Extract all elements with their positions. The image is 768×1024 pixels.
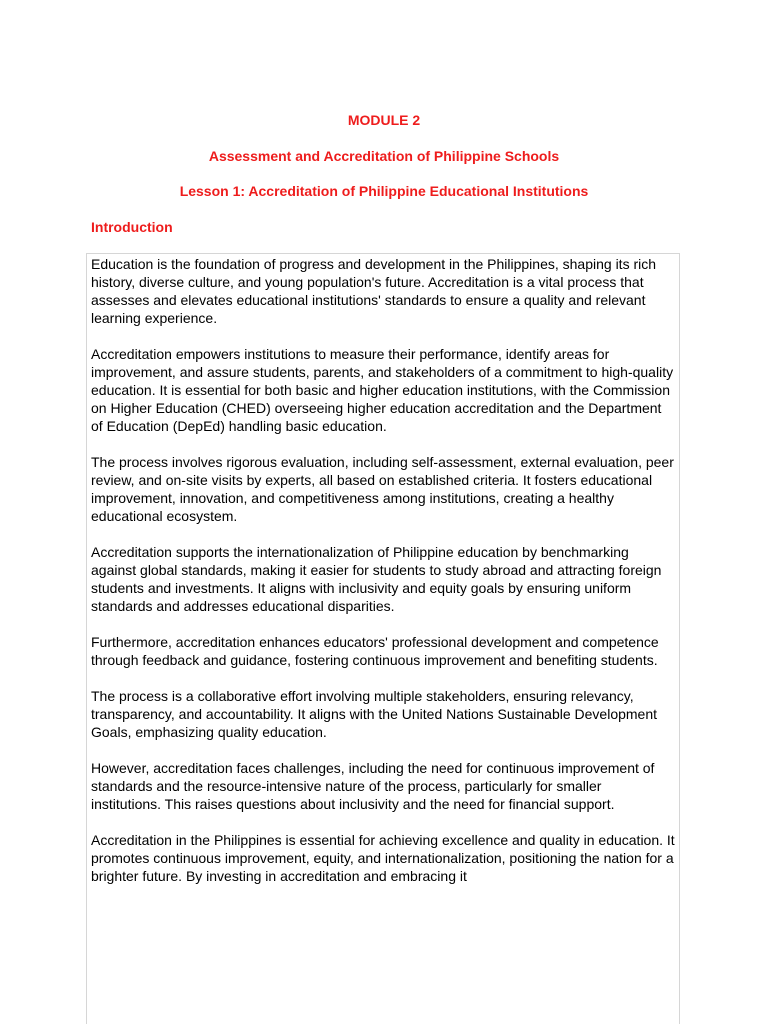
module-title: MODULE 2 [347,112,421,128]
lesson-title: Lesson 1: Accreditation of Philippine Educational Institutions [179,183,589,199]
paragraph: Education is the foundation of progress and development in the Philippines, shaping its rich history, diverse culture, and young population's future. Accreditation is a vital process that assesses and elevates educational institutions' standards to ensure a quality and relevant learning experience. [91,256,657,326]
paragraph: However, accreditation faces challenges, including the need for continuous improvement of standards and the resource-intensive nature of the process, particularly for smaller institutions. This raises questions about inclusivity and the need for financial support. [91,760,655,812]
section-heading: Introduction [91,219,173,235]
paragraph: Furthermore, accreditation enhances educators' professional development and competence through feedback and guidance, fostering continuous improvement and benefiting students. [91,634,659,668]
paragraph: Accreditation in the Philippines is essential for achieving excellence and quality in education. It promotes continuous improvement, equity, and internationalization, positioning the nation for a brighter future. By investing in accreditation and embracing it [91,832,675,884]
module-subtitle: Assessment and Accreditation of Philippine Schools [208,148,560,164]
paragraph: The process is a collaborative effort involving multiple stakeholders, ensuring relevancy, transparency, and accountability. It aligns with the United Nations Sustainable Development Goals, emphasizing quality education. [91,688,658,740]
introduction-content-box [86,253,680,1024]
paragraph: Accreditation empowers institutions to measure their performance, identify areas for improvement, and assure students, parents, and stakeholders of a commitment to high-quality education. It is essential for both basic and higher education institutions, with the Commission on Higher Education (CHED) overseeing higher education accreditation and the Department of Education (DepEd) handling basic education. [91,346,674,434]
paragraph: Accreditation supports the internationalization of Philippine education by benchmarking against global standards, making it easier for students to study abroad and attracting foreign students and investments. It aligns with inclusivity and equity goals by ensuring uniform standards and addresses educational disparities. [91,544,662,614]
paragraph: The process involves rigorous evaluation, including self-assessment, external evaluation, peer review, and on-site visits by experts, all based on established criteria. It fosters educational improvement, innovation, and competitiveness among institutions, creating a healthy educational ecosystem. [91,454,674,524]
